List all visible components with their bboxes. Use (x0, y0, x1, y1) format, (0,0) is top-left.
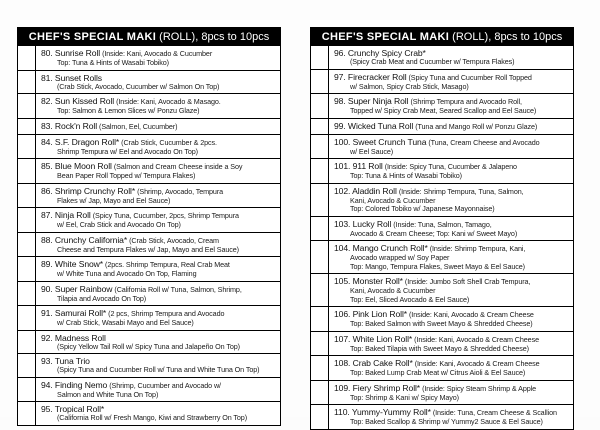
item-desc-inline: (Crab Stick, Cucumber & 2pcs. (121, 137, 217, 147)
item-number-name: 103. Lucky Roll (334, 218, 392, 229)
item-content (329, 184, 573, 216)
price-cell (18, 71, 36, 94)
item-content (329, 241, 573, 273)
price-cell (18, 306, 36, 330)
item-desc-line: (California Roll w/ Fresh Mango, Kiwi and Strawberry On Top) (57, 413, 247, 422)
section-subtitle: (ROLL), 8pcs to 10pcs (156, 31, 270, 43)
menu-item-row (18, 354, 280, 378)
item-number-name: 99. Wicked Tuna Roll (334, 120, 414, 131)
item-desc-line: w/ Crab Stick, Wasabi Mayo and Eel Sauce) (57, 318, 194, 327)
menu-item-row (311, 405, 573, 429)
item-desc-line: Kani, Avocado & Cucumber (350, 195, 436, 205)
item-number-name: 80. Sunrise Roll (41, 48, 101, 58)
item-content (329, 332, 573, 356)
menu-item-row (18, 282, 280, 307)
item-desc-inline: (Inside: Shrimp Tempura, Kani, (429, 244, 526, 253)
section-title: CHEF'S SPECIAL MAKI (321, 31, 450, 43)
menu-item-row (18, 46, 280, 71)
price-cell (311, 356, 329, 380)
item-first-line (334, 382, 571, 394)
price-cell (311, 307, 329, 331)
item-desc-inline: (2 pcs, Shrimp Tempura and Avocado (108, 309, 225, 318)
menu-item-row (18, 184, 280, 209)
item-desc-inline: (Spicy Tuna, Cucumber, 2pcs, Shrimp Tempura (92, 211, 239, 220)
item-content (36, 257, 280, 281)
item-desc-line: Top: Baked Tilapia with Sweet Mayo & Shredded Cheese) (350, 343, 529, 353)
item-number-name: 100. Sweet Crunch Tuna (334, 136, 427, 147)
item-number-name: 94. Finding Nemo (41, 379, 108, 390)
menu-item-row (311, 46, 573, 70)
price-cell (311, 46, 329, 69)
menu-items-list-left (18, 46, 280, 425)
item-desc-inline: (Tuna and Mango Roll w/ Ponzu Glaze) (415, 121, 538, 131)
item-desc-line: Avocado & Cream Cheese; Top: Kani w/ Sweet Mayo) (350, 228, 518, 238)
item-number-name: 89. White Snow* (41, 259, 104, 269)
item-content (36, 46, 280, 70)
item-number-name: 106. Pink Lion Roll* (334, 309, 408, 319)
item-desc-line: Top: Baked Salmon with Sweet Mayo & Shredded Cheese) (350, 319, 533, 328)
item-number-name: 102. Aladdin Roll (334, 185, 397, 196)
item-content (329, 94, 573, 118)
item-desc-line: Top: Shrimp & Kani w/ Spicy Mayo) (350, 392, 459, 402)
item-desc-inline: (Inside: Tuna, Salmon, Tamago, (393, 219, 492, 229)
item-desc-line: Top: Colored Tobiko w/ Japanese Mayonnaise) (350, 204, 495, 213)
item-desc-line: Top: Tuna & Hints of Wasabi Tobiko) (57, 58, 169, 67)
item-desc-line: w/ White Tuna and Avocado On Top, Flaming (57, 269, 197, 278)
price-cell (311, 274, 329, 306)
item-desc-line: Salmon and White Tuna On Top) (57, 389, 159, 399)
price-cell (18, 94, 36, 118)
menu-item-row (311, 217, 573, 242)
menu-column-left (17, 27, 281, 426)
item-number-name: 86. Shrimp Crunchy Roll* (41, 185, 136, 196)
item-desc-line: w/ Salmon, Spicy Crab Stick, Masago) (350, 81, 469, 91)
menu-item-row (18, 306, 280, 331)
price-cell (311, 70, 329, 94)
item-desc-inline: (Inside: Spicy Steam Shrimp & Apple (422, 383, 537, 393)
item-desc-line: Top: Baked Scallop & Shrimp w/ Yummy2 Sauce & Eel Sauce) (350, 417, 543, 426)
item-desc-line: Top: Eel, Sliced Avocado & Eel Sauce) (350, 294, 470, 304)
menu-item-row (311, 332, 573, 357)
item-number-name: 93. Tuna Trio (41, 356, 90, 366)
menu-column-right (310, 27, 574, 430)
price-cell (18, 184, 36, 208)
menu-item-row (311, 356, 573, 381)
item-number-name: 81. Sunset Rolls (41, 72, 102, 83)
item-number-name: 90. Super Rainbow (41, 283, 113, 294)
menu-item-row (18, 71, 280, 95)
item-number-name: 92. Madness Roll (41, 332, 106, 343)
item-first-line (334, 71, 571, 83)
price-cell (311, 241, 329, 273)
price-cell (311, 217, 329, 241)
price-cell (311, 381, 329, 405)
item-number-name: 96. Crunchy Spicy Crab* (334, 48, 426, 58)
item-content (329, 307, 573, 331)
item-content (329, 405, 573, 429)
menu-item-row (311, 241, 573, 274)
item-content (329, 135, 573, 159)
item-first-line (41, 72, 278, 83)
price-cell (18, 331, 36, 354)
item-desc-inline: (Shrimp Tempura and Avocado Roll, (410, 97, 522, 106)
item-desc-line: Bean Paper Roll Topped w/ Tempura Flakes) (57, 171, 196, 180)
price-cell (18, 282, 36, 306)
item-number-name: 101. 911 Roll (334, 161, 383, 171)
item-first-line (41, 136, 278, 148)
price-cell (18, 233, 36, 257)
menu-item-row (18, 94, 280, 119)
menu-item-row (311, 307, 573, 332)
item-first-line (41, 379, 278, 391)
item-content (36, 119, 280, 134)
item-content (36, 233, 280, 257)
menu-item-row (311, 70, 573, 95)
item-first-line (334, 185, 571, 197)
item-desc-inline: (Inside: Kani, Avocado & Masago. (116, 97, 221, 106)
item-number-name: 84. S.F. Dragon Roll* (41, 136, 120, 147)
item-desc-line: (Spicy Yellow Tail Roll w/ Spicy Tuna and Jalapeño On Top) (57, 341, 240, 351)
price-cell (18, 119, 36, 134)
item-desc-inline: (Crab Stick, Avocado, Cream (129, 235, 219, 245)
price-cell (311, 159, 329, 183)
item-number-name: 109. Fiery Shrimp Roll* (334, 382, 421, 393)
item-number-name: 95. Tropical Roll* (41, 404, 105, 414)
item-desc-line: Avocado wrapped w/ Soy Paper (350, 253, 450, 262)
menu-item-row (18, 119, 280, 135)
item-desc-inline: (Spicy Tuna and Cucumber Roll Topped (408, 72, 532, 82)
item-desc-inline: (Shrimp, Avocado, Tempura (137, 186, 224, 196)
item-number-name: 98. Super Ninja Roll (334, 96, 409, 106)
item-number-name: 97. Firecracker Roll (334, 71, 407, 82)
item-content (36, 306, 280, 330)
price-cell (18, 354, 36, 377)
item-content (36, 282, 280, 306)
menu-item-row (18, 233, 280, 258)
item-first-line (41, 283, 278, 295)
item-desc-line: Kani, Avocado & Cucumber (350, 286, 436, 295)
item-content (329, 274, 573, 306)
item-desc-inline: (Inside: Kani, Avocado & Cucumber (102, 49, 213, 58)
price-cell (18, 46, 36, 70)
price-cell (18, 208, 36, 232)
price-cell (311, 135, 329, 159)
item-desc-line: Top: Salmon & Lemon Slices w/ Ponzu Glaze) (57, 106, 200, 115)
menu-item-row (311, 135, 573, 160)
item-first-line (41, 234, 278, 246)
item-content (36, 94, 280, 118)
item-content (329, 119, 573, 134)
item-first-line (334, 120, 571, 132)
item-desc-inline: (California Roll w/ Tuna, Salmon, Shrimp, (114, 284, 242, 294)
item-desc-inline: (Inside: Kani, Avocado & Cream Cheese (414, 334, 539, 344)
item-desc-line: (Crab Stick, Avocado, Cucumber w/ Salmon On Top) (57, 81, 220, 91)
item-desc-inline: (2pcs. Shrimp Tempura, Real Crab Meat (105, 260, 230, 269)
item-content (329, 381, 573, 405)
item-desc-inline: (Tuna, Cream Cheese and Avocado (428, 137, 540, 147)
item-first-line (41, 332, 278, 343)
item-content (329, 217, 573, 241)
section-subtitle: (ROLL), 8pcs to 10pcs (449, 31, 563, 43)
item-content (36, 208, 280, 232)
item-desc-inline: (Inside: Tuna, Cream Cheese & Scallion (432, 408, 557, 417)
item-number-name: 105. Monster Roll* (334, 276, 403, 286)
item-desc-line: Tilapia and Avocado On Top) (57, 293, 147, 303)
item-desc-inline: (Salmon and Cream Cheese inside a Soy (113, 162, 243, 171)
item-content (36, 378, 280, 402)
section-header-right (311, 28, 573, 46)
item-desc-inline: (Inside: Jumbo Soft Shell Crab Tempura, (404, 277, 531, 286)
item-first-line (334, 218, 571, 230)
item-content (36, 159, 280, 183)
item-desc-line: Shrimp Tempura w/ Eel and Avocado On Top) (57, 146, 198, 156)
item-desc-line: w/ Eel Sauce) (350, 146, 394, 156)
section-header-left (18, 28, 280, 46)
price-cell (18, 402, 36, 425)
item-desc-inline: (Inside: Kani, Avocado & Cream Cheese (414, 359, 540, 368)
item-content (36, 331, 280, 354)
item-desc-line: w/ Eel, Crab Stick and Avocado On Top) (57, 220, 181, 229)
item-content (329, 159, 573, 183)
price-cell (18, 257, 36, 281)
item-number-name: 91. Samurai Roll* (41, 308, 107, 318)
item-desc-line: Cheese and Tempura Flakes w/ Jap, Mayo and Eel Sauce) (57, 244, 239, 254)
item-number-name: 83. Rock'n Roll (41, 120, 98, 131)
menu-item-row (311, 184, 573, 217)
item-desc-line: Top: Tuna & Hints of Wasabi Tobiko) (350, 171, 462, 180)
item-desc-inline: (Salmon, Eel, Cucumber) (99, 121, 178, 131)
item-number-name: 104. Mango Crunch Roll* (334, 243, 428, 253)
price-cell (311, 405, 329, 429)
item-desc-inline: (Shrimp, Cucumber and Avocado w/ (109, 380, 221, 390)
menu-item-row (311, 274, 573, 307)
menu-item-row (18, 378, 280, 403)
item-content (329, 46, 573, 69)
item-number-name: 87. Ninja Roll (41, 210, 91, 220)
item-content (36, 135, 280, 159)
item-first-line (334, 136, 571, 148)
section-title: CHEF'S SPECIAL MAKI (28, 31, 157, 43)
price-cell (311, 94, 329, 118)
item-desc-line: Flakes w/ Jap, Mayo and Eel Sauce) (57, 195, 171, 205)
item-first-line (41, 120, 278, 132)
item-content (329, 356, 573, 380)
item-content (36, 354, 280, 377)
price-cell (311, 332, 329, 356)
menu-items-list-right (311, 46, 573, 429)
price-cell (311, 119, 329, 134)
item-desc-inline: (Inside: Shrimp Tempura, Tuna, Salmon, (398, 186, 524, 196)
menu-item-row (18, 208, 280, 233)
menu-item-row (311, 94, 573, 119)
price-cell (311, 184, 329, 216)
menu-item-row (311, 381, 573, 406)
item-number-name: 107. White Lion Roll* (334, 333, 413, 344)
menu-item-row (18, 331, 280, 355)
item-number-name: 88. Crunchy California* (41, 234, 128, 245)
item-content (36, 184, 280, 208)
item-content (329, 70, 573, 94)
item-number-name: 108. Crab Cake Roll* (334, 358, 413, 368)
item-desc-inline: (Inside: Spicy Tuna, Cucumber & Jalapeno (384, 162, 517, 171)
item-first-line (334, 333, 571, 345)
menu-item-row (311, 119, 573, 135)
item-number-name: 110. Yummy-Yummy Roll* (334, 407, 431, 417)
menu-item-row (18, 257, 280, 282)
menu-item-row (311, 159, 573, 184)
item-content (36, 71, 280, 94)
item-desc-line: (Spicy Tuna and Cucumber Roll w/ Tuna and White Tuna On Top) (57, 365, 260, 374)
item-number-name: 82. Sun Kissed Roll (41, 96, 115, 106)
price-cell (18, 159, 36, 183)
item-desc-line: (Spicy Crab Meat and Cucumber w/ Tempura Flakes) (350, 57, 515, 66)
item-number-name: 85. Blue Moon Roll (41, 161, 112, 171)
menu-item-row (18, 135, 280, 160)
item-desc-line: Top: Baked Lump Crab Meat w/ Citrus Aioli & Eel Sauce) (350, 368, 526, 377)
item-content (36, 402, 280, 425)
item-desc-line: Topped w/ Spicy Crab Meat, Seared Scallop and Eel Sauce) (350, 106, 537, 115)
item-first-line (41, 185, 278, 197)
menu-item-row (18, 402, 280, 425)
price-cell (18, 135, 36, 159)
price-cell (18, 378, 36, 402)
menu-item-row (18, 159, 280, 184)
item-desc-inline: (Inside: Kani, Avocado & Cream Cheese (409, 310, 534, 319)
item-desc-line: Top: Mango, Tempura Flakes, Sweet Mayo & Eel Sauce) (350, 261, 525, 271)
